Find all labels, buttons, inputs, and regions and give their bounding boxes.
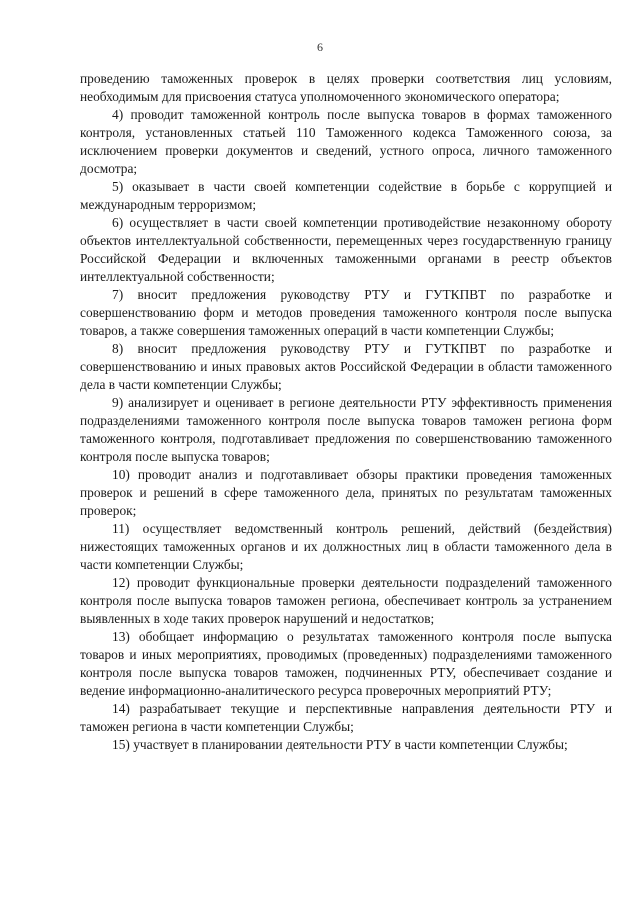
list-item-5: 5) оказывает в части своей компетенции содействие в борьбе с коррупцией и международным терроризмом; <box>80 179 612 212</box>
list-item-7: 7) вносит предложения руководству РТУ и ГУТКПВТ по разработке и совершенствованию форм и методов проведения таможенного контроля после выпуска товаров, а также совершения таможенных операций в части компетенции Службы; <box>80 287 612 338</box>
list-item-15: 15) участвует в планировании деятельности РТУ в части компетенции Службы; <box>112 737 568 752</box>
paragraph-continuation: проведению таможенных проверок в целях проверки соответствия лиц условиям, необходимым для присвоения статуса уполномоченного экономического оператора; <box>80 71 612 104</box>
page-number: 6 <box>317 40 323 54</box>
list-item-14: 14) разрабатывает текущие и перспективные направления деятельности РТУ и таможен региона в части компетенции Службы; <box>80 701 612 734</box>
list-item-9: 9) анализирует и оценивает в регионе деятельности РТУ эффективность применения подразделениями таможенного контроля после выпуска товаров таможен региона форм таможенного контроля, подготавливает предложения по совершенствованию таможенного контроля после выпуска товаров; <box>80 395 612 464</box>
list-item-11: 11) осуществляет ведомственный контроль решений, действий (бездействия) нижестоящих таможенных органов и их должностных лиц в области таможенного дела в части компетенции Службы; <box>80 521 612 572</box>
list-item-8: 8) вносит предложения руководству РТУ и ГУТКПВТ по разработке и совершенствованию и иных правовых актов Российской Федерации в области таможенного дела в части компетенции Службы; <box>80 341 612 392</box>
document-body <box>80 70 612 754</box>
list-item-10: 10) проводит анализ и подготавливает обзоры практики проведения таможенных проверок и решений в сфере таможенного дела, принятых по результатам таможенных проверок; <box>80 467 612 518</box>
list-item-12: 12) проводит функциональные проверки деятельности подразделений таможенного контроля после выпуска товаров таможен региона, обеспечивает контроль за устранением выявленных в ходе таких проверок нарушений и недостатков; <box>80 575 612 626</box>
list-item-4: 4) проводит таможенной контроль после выпуска товаров в формах таможенного контроля, установленных статьей 110 Таможенного кодекса Таможенного союза, за исключением проверки документов и сведений, устного опроса, личного таможенного досмотра; <box>80 107 612 176</box>
list-item-13: 13) обобщает информацию о результатах таможенного контроля после выпуска товаров и иных мероприятиях, проводимых (проведенных) подразделениями таможенного контроля после выпуска товаров таможен, подчиненных РТУ, обеспечивает создание и ведение информационно-аналитического ресурса проверочных мероприятий РТУ; <box>80 629 612 698</box>
list-item-6: 6) осуществляет в части своей компетенции противодействие незаконному обороту объектов интеллектуальной собственности, перемещенных через государственную границу Российской Федерации и включенных таможенными органами в реестр объектов интеллектуальной собственности; <box>80 215 612 284</box>
